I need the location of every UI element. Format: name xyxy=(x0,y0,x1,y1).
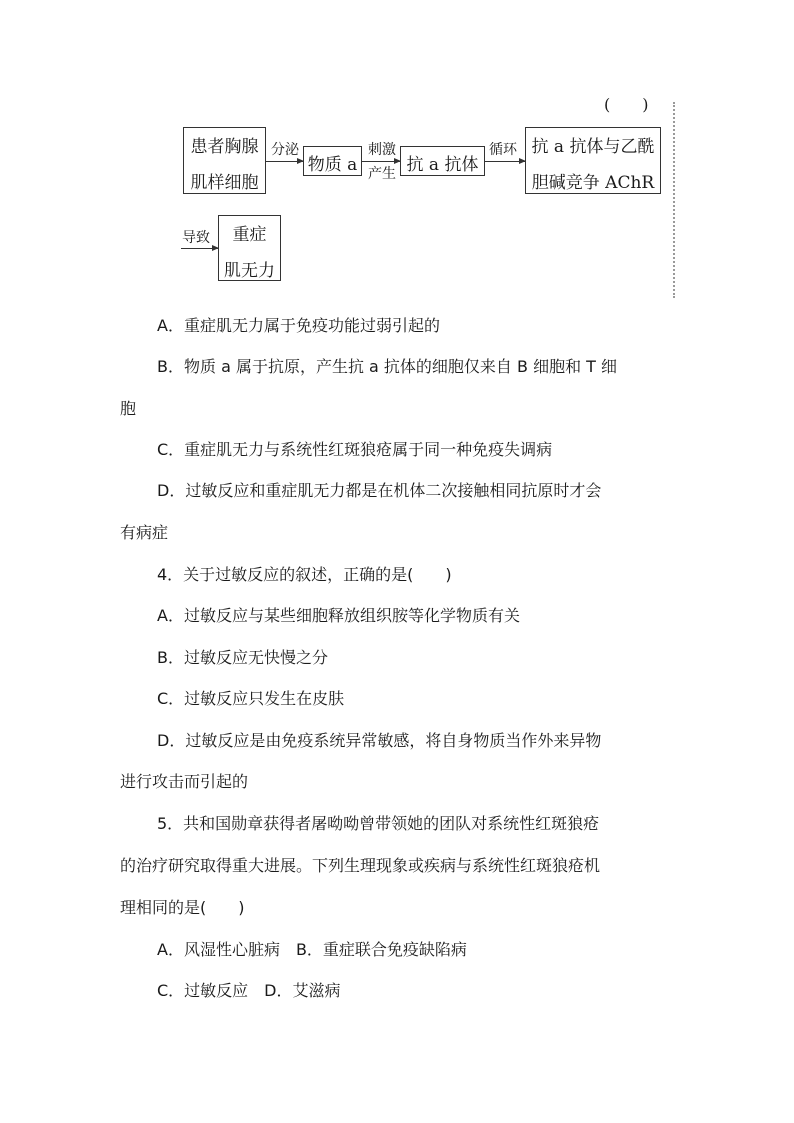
box-substance-a-label: 物质 a xyxy=(307,155,358,175)
arrow3 xyxy=(485,161,525,162)
q5-options-ab: A．风湿性心脏病 B．重症联合免疫缺陷病 xyxy=(157,940,467,959)
arrow1-label: 分泌 xyxy=(271,142,299,158)
box-myasthenia xyxy=(218,215,281,281)
arrow2-label-bottom: 产生 xyxy=(368,166,396,182)
q4-option-d-line1: D．过敏反应是由免疫系统异常敏感，将自身物质当作外来异物 xyxy=(157,731,602,750)
arrow4 xyxy=(181,248,218,249)
q4-option-b: B．过敏反应无快慢之分 xyxy=(157,648,328,667)
q4-option-d-line2: 进行攻击而引起的 xyxy=(120,772,249,791)
q3-option-d-line1: D．过敏反应和重症肌无力都是在机体二次接触相同抗原时才会 xyxy=(157,481,602,500)
box-myasthenia-line1: 重症 xyxy=(232,225,267,245)
margin-dotted-line xyxy=(673,102,675,298)
q5-stem-line3: 理相同的是( ) xyxy=(120,898,245,917)
q3-option-b-line2: 胞 xyxy=(120,399,137,418)
box-anti-a-antibody xyxy=(400,146,485,176)
q4-stem: 4．关于过敏反应的叙述，正确的是( ) xyxy=(157,565,452,584)
box-antibody-competition-line2: 胆碱竞争 AChR xyxy=(531,173,655,193)
box-thymus-cells-line2: 肌样细胞 xyxy=(190,173,259,193)
box-anti-a-antibody-label: 抗 a 抗体 xyxy=(406,155,479,175)
arrow2-label-top: 刺激 xyxy=(368,142,396,158)
box-substance-a xyxy=(303,146,362,176)
box-thymus-cells xyxy=(183,127,266,194)
answer-paren: ( ) xyxy=(604,95,649,114)
q4-option-c: C．过敏反应只发生在皮肤 xyxy=(157,689,345,708)
box-antibody-competition-line1: 抗 a 抗体与乙酰 xyxy=(531,137,655,157)
box-myasthenia-line2: 肌无力 xyxy=(224,261,275,281)
q5-stem-line1: 5．共和国勋章获得者屠呦呦曾带领她的团队对系统性红斑狼疮 xyxy=(157,814,600,833)
q3-option-d-line2: 有病症 xyxy=(120,523,169,542)
q5-stem-line2: 的治疗研究取得重大进展。下列生理现象或疾病与系统性红斑狼疮机 xyxy=(120,856,601,875)
arrow3-label: 循环 xyxy=(489,142,517,158)
arrow4-label: 导致 xyxy=(182,230,210,246)
q3-option-a: A．重症肌无力属于免疫功能过弱引起的 xyxy=(157,316,440,335)
box-antibody-competition xyxy=(525,127,661,194)
q4-option-a: A．过敏反应与某些细胞释放组织胺等化学物质有关 xyxy=(157,606,520,625)
q3-option-c: C．重症肌无力与系统性红斑狼疮属于同一种免疫失调病 xyxy=(157,440,553,459)
q3-option-b-line1: B．物质 a 属于抗原，产生抗 a 抗体的细胞仅来自 B 细胞和 T 细 xyxy=(157,357,618,376)
q5-options-cd: C．过敏反应 D．艾滋病 xyxy=(157,981,341,1000)
arrow2 xyxy=(362,161,400,162)
box-thymus-cells-line1: 患者胸腺 xyxy=(190,137,259,157)
arrow1 xyxy=(266,161,303,162)
